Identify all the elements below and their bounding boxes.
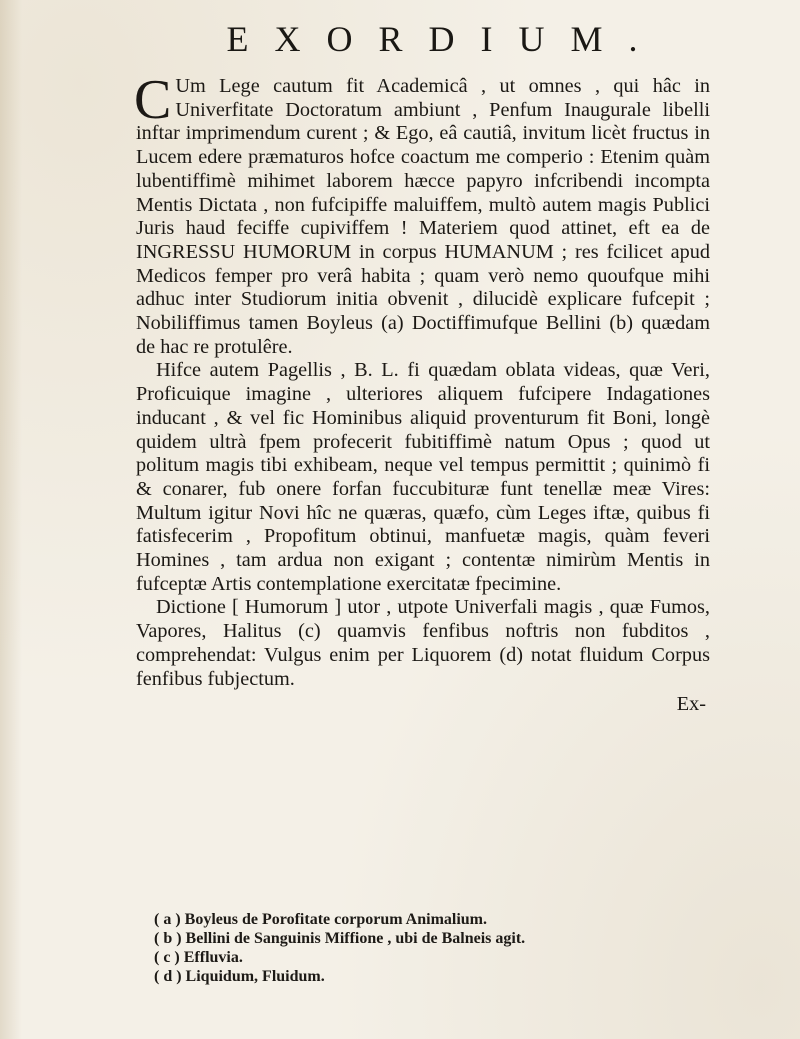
paragraph-3: [136, 596, 710, 691]
paragraph-2-text: Hifce autem Pagellis , B. L. fi quædam oblata videas, quæ Veri, Proficuique imagine , ulteriores aliquem fufcipere Indagationes inducant , & vel fic Hominibus aliquid proventurum fit Boni, longè quidem ultrà fpem profecerit fubitiffimè natum Opus ; quod ut politum magis tibi exhibeam, neque vel tempus permittit ; quinimò fi & conarer, fub onere forfan fuccubituræ funt tenellæ meæ Vires: Multum igitur Novi hîc ne quæras, quæfo, cùm Leges iftæ, quibus fi fatisfecerim , Propofitum obtinui, manfuetæ magis, quàm feveri Homines , tam ardua non exigant ; contentæ nimirùm Mentis in fufceptæ Artis contemplatione exercitatæ fpecimine.: [136, 359, 710, 595]
page-edge-shadow: [0, 0, 22, 1039]
footnote-a: ( a ) Boyleus de Porofitate corporum Animalium.: [154, 911, 488, 928]
paragraph-1-text: Um Lege cautum fit Academicâ , ut omnes , qui hâc in Univerfitate Doctoratum ambiunt , Penfum Inaugurale libelli inftar imprimendum curent ; & Ego, eâ cautiâ, invitum licèt fructus in Lucem edere præmaturos hofce coactum me comperio : Etenim quàm lubentiffimè mihimet laborem hæcce papyro infcribendi incompta Mentis Dictata , non fufcipiffe maluiffem, multò autem magis Publici Juris haud feciffe cupiviffem ! Materiem quod attinet, eft ea de INGRESSU HUMORUM in corpus HUMANUM ; res fcilicet apud Medicos femper pro verâ habita ; quam verò nemo quoufque mihi adhuc inter Studiorum initia obvenit , dilucidè explicare fufcepit ; Nobiliffimus tamen Boyleus (a) Doctiffimufque Bellini (b) quædam de hac re protulêre.: [136, 75, 710, 358]
catchword: Ex-: [676, 693, 706, 716]
footnote-d: ( d ) Liquidum, Fluidum.: [154, 968, 325, 985]
main-text: [134, 69, 710, 717]
paragraph-3-text: Dictione [ Humorum ] utor , utpote Univerfali magis , quæ Fumos, Vapores, Halitus (c) quamvis fenfibus noftris non fubditos , comprehendat: Vulgus enim per Liquorem (d) notat fluidum Corpus fenfibus fubjectum.: [136, 596, 710, 690]
page-heading: EXORDIUM.: [226, 19, 664, 59]
paragraph-1: [134, 69, 710, 359]
paragraph-2: [136, 359, 710, 596]
drop-cap: C: [134, 69, 172, 131]
footnote-c: ( c ) Effluvia.: [154, 949, 243, 966]
footnotes: [154, 910, 714, 986]
footnote-b: ( b ) Bellini de Sanguinis Miffione , ubi de Balneis agit.: [154, 930, 526, 947]
